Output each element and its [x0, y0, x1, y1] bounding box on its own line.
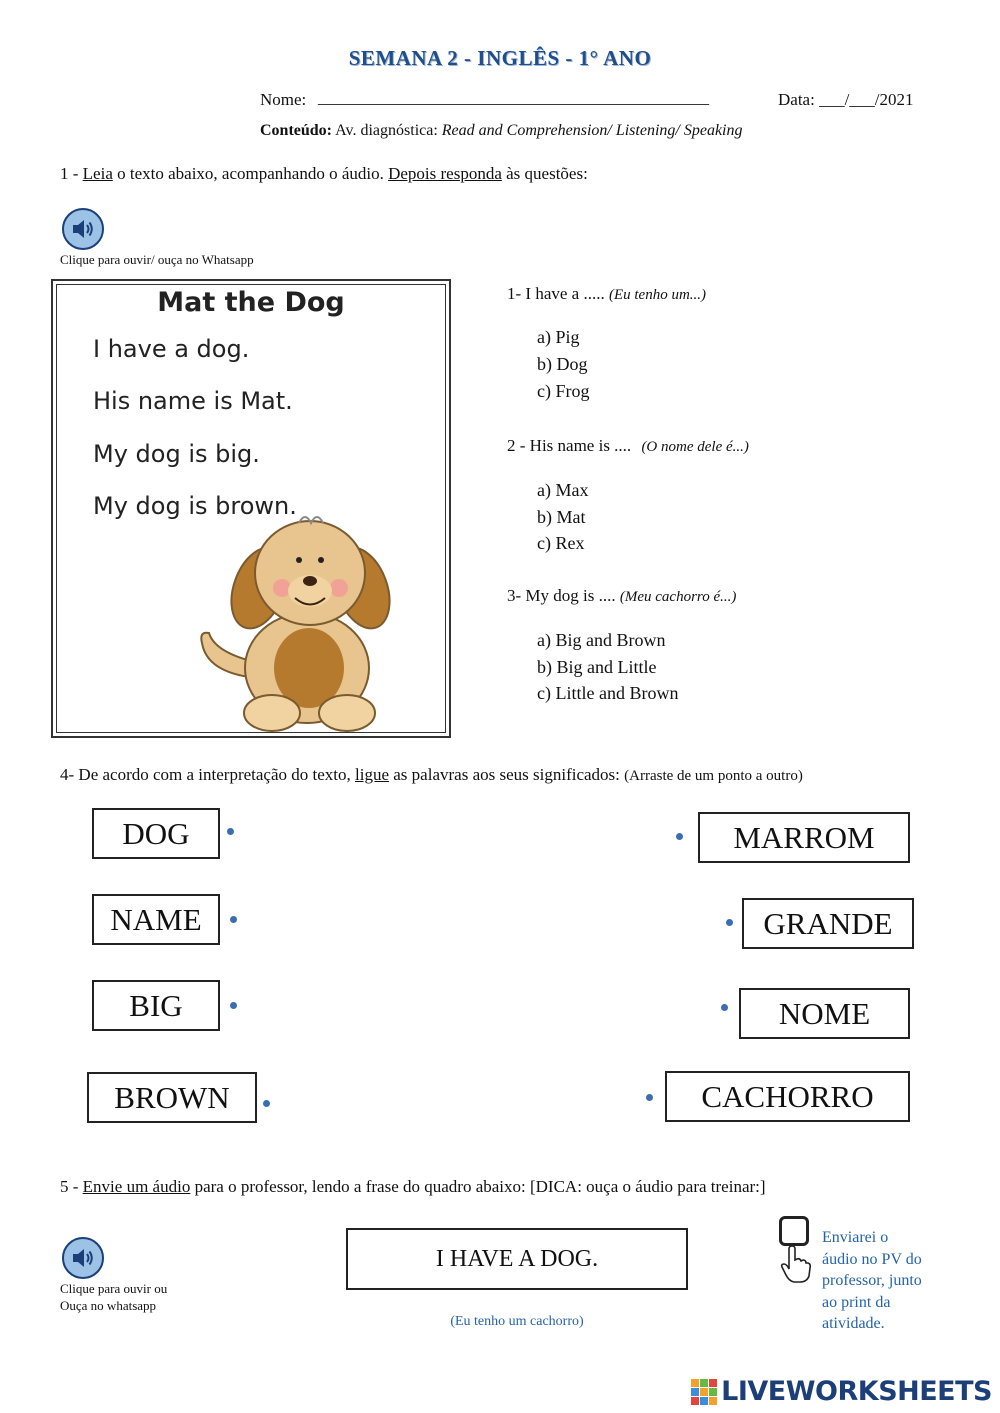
instruction-1: [60, 164, 588, 184]
instruction-5-suffix: para o professor, lendo a frase do quadro abaixo: [DICA: ouça o áudio para treinar:]: [190, 1177, 766, 1196]
q2-option-b[interactable]: b) Mat: [537, 507, 586, 527]
instruction-4-suffix: as palavras aos seus significados:: [389, 765, 625, 784]
liveworksheets-logo-text: LIVEWORKSHEETS: [721, 1376, 992, 1407]
match-dot-left-name[interactable]: [230, 916, 237, 923]
story-line-1: I have a dog.: [93, 335, 250, 363]
match-right-grande[interactable]: GRANDE: [742, 898, 914, 949]
question-3-hint: (Meu cachorro é...): [619, 589, 737, 605]
match-right-marrom[interactable]: MARROM: [698, 812, 910, 863]
date-field: Data: ___/___/2021: [778, 90, 914, 109]
instruction-1-depois: Depois responda: [388, 164, 502, 183]
instruction-4-note: (Arraste de um ponto a outro): [624, 768, 803, 784]
match-left-dog[interactable]: DOG: [92, 808, 220, 859]
story-title: Mat the Dog: [157, 287, 345, 318]
match-dot-right-cachorro[interactable]: [646, 1094, 653, 1101]
worksheet-title: SEMANA 2 - INGLÊS - 1° ANO: [348, 46, 652, 70]
checkbox-note-line-2: áudio no PV do: [822, 1250, 922, 1268]
checkbox-note-line-1: Enviarei o: [822, 1229, 889, 1246]
name-label: Nome:: [260, 90, 307, 109]
liveworksheets-logo: [691, 1376, 992, 1407]
match-right-nome[interactable]: NOME: [739, 988, 910, 1039]
question-2-text: 2 - His name is ....: [507, 436, 632, 455]
match-dot-right-nome[interactable]: [721, 1004, 728, 1011]
audio-sent-checkbox[interactable]: [779, 1216, 809, 1246]
story-panel: [51, 279, 451, 738]
q3-option-b[interactable]: b) Big and Little: [537, 657, 657, 677]
instruction-5: [60, 1177, 766, 1197]
question-1-hint: (Eu tenho um...): [608, 287, 707, 303]
q2-option-a[interactable]: a) Max: [537, 480, 589, 500]
speaker-icon: [70, 1245, 96, 1271]
q2-option-c[interactable]: c) Rex: [537, 533, 585, 553]
story-line-3: My dog is big.: [93, 440, 260, 468]
story-inner-frame: [56, 284, 446, 733]
audio-caption: Clique para ouvir/ ouça no Whatsapp: [60, 252, 254, 267]
question-2: [507, 436, 749, 456]
audio-play-button-2[interactable]: [62, 1237, 104, 1279]
q1-option-b[interactable]: b) Dog: [537, 354, 588, 374]
checkbox-note-line-5: atividade.: [822, 1315, 885, 1332]
match-right-cachorro[interactable]: CACHORRO: [665, 1071, 910, 1122]
content-prefix: Av. diagnóstica:: [335, 122, 438, 139]
audio-play-button[interactable]: [62, 208, 104, 250]
match-left-name[interactable]: NAME: [92, 894, 220, 945]
name-blank: ______________________________________________: [318, 88, 709, 107]
match-dot-right-grande[interactable]: [726, 919, 733, 926]
instruction-1-prefix: 1 -: [60, 164, 83, 183]
checkbox-note-line-3: professor, junto: [822, 1272, 922, 1289]
match-dot-right-marrom[interactable]: [676, 833, 683, 840]
checkbox-note: [822, 1227, 922, 1335]
match-left-brown[interactable]: BROWN: [87, 1072, 257, 1123]
checkbox-note-line-4: ao print da: [822, 1293, 891, 1311]
speaker-icon: [70, 216, 96, 242]
q1-option-c[interactable]: c) Frog: [537, 381, 590, 401]
question-1: [507, 284, 706, 304]
match-left-big[interactable]: BIG: [92, 980, 220, 1031]
instruction-1-middle: o texto abaixo, acompanhando o áudio.: [112, 164, 389, 183]
story-line-4: My dog is brown.: [93, 492, 297, 520]
instruction-1-leia: Leia: [82, 164, 113, 183]
q1-option-a[interactable]: a) Pig: [537, 327, 580, 347]
q3-option-a[interactable]: a) Big and Brown: [537, 630, 666, 650]
audio-caption-2-line2: Ouça no whatsapp: [60, 1298, 157, 1313]
content-skills: Read and Comprehension/ Listening/ Speaking: [441, 122, 743, 139]
question-1-text: 1- I have a .....: [507, 284, 605, 303]
instruction-5-prefix: 5 -: [60, 1177, 83, 1196]
content-label: Conteúdo:: [260, 122, 333, 139]
match-dot-left-brown[interactable]: [263, 1100, 270, 1107]
liveworksheets-logo-icon: [691, 1379, 717, 1405]
hand-pointer-icon: [780, 1244, 812, 1284]
instruction-5-envie: Envie um áudio: [82, 1177, 191, 1196]
instruction-4: [60, 765, 803, 785]
q3-option-c[interactable]: c) Little and Brown: [537, 683, 679, 703]
dog-illustration: [187, 503, 417, 733]
story-line-2: His name is Mat.: [93, 387, 293, 415]
instruction-4-prefix: 4- De acordo com a interpretação do texto,: [60, 765, 356, 784]
sentence-translation: (Eu tenho um cachorro): [450, 1314, 584, 1329]
match-dot-left-big[interactable]: [230, 1002, 237, 1009]
audio-caption-2-line1: Clique para ouvir ou: [60, 1281, 168, 1296]
question-3: [507, 586, 736, 606]
question-3-text: 3- My dog is ....: [507, 586, 616, 605]
sentence-box: I HAVE A DOG.: [346, 1228, 688, 1290]
match-dot-left-dog[interactable]: [227, 828, 234, 835]
content-line: [260, 122, 743, 140]
instruction-4-ligue: ligue: [355, 765, 390, 784]
question-2-hint: (O nome dele é...): [641, 439, 749, 455]
instruction-1-suffix: às questões:: [501, 164, 588, 183]
